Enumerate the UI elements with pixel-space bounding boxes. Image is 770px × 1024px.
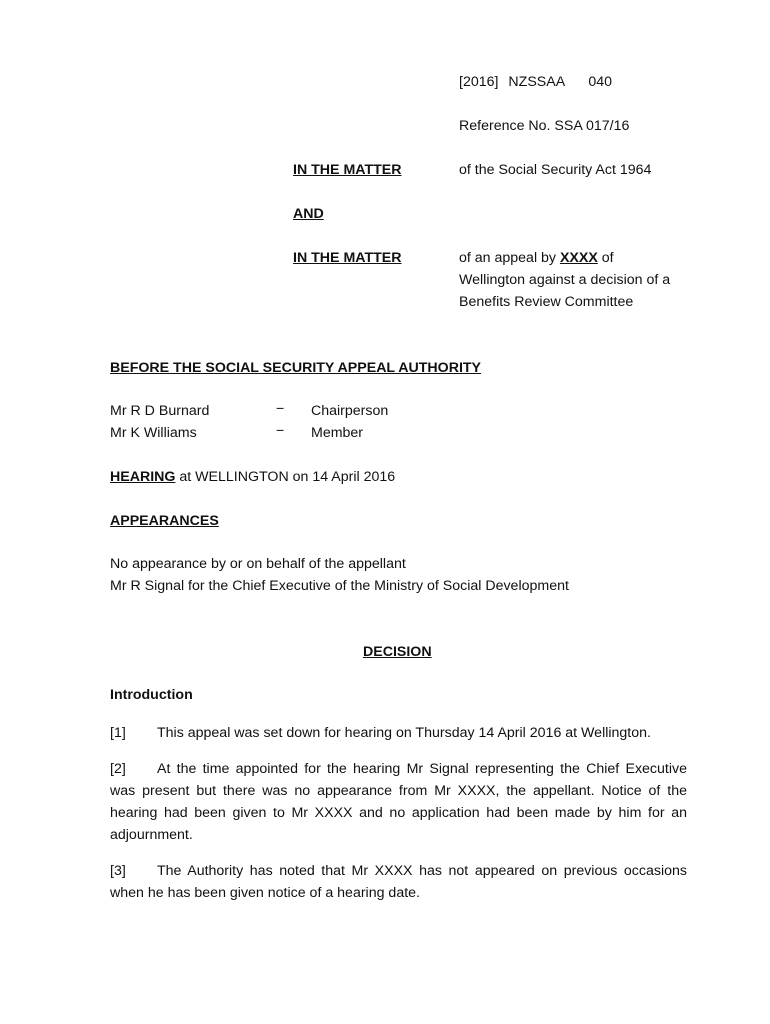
appearance-line: Mr R Signal for the Chief Executive of the Ministry of Social Development: [110, 578, 569, 594]
paragraph-number: [3]: [110, 863, 126, 879]
hearing-text: at WELLINGTON on 14 April 2016: [175, 469, 396, 485]
appellant-name: XXXX: [559, 250, 598, 266]
paragraph-text: The Authority has noted that Mr XXXX has not appeared on previous occasions when he has been given notice of a hearing date.: [110, 863, 687, 901]
paragraph-number: [2]: [110, 761, 126, 777]
introduction-heading: Introduction: [110, 687, 193, 703]
matter1-label: IN THE MATTER: [293, 162, 402, 178]
citation-year: [2016]: [459, 74, 499, 90]
matter2-line1-prefix: of an appeal by: [459, 250, 560, 266]
matter1-text: of the Social Security Act 1964: [459, 162, 652, 178]
authority-heading: BEFORE THE SOCIAL SECURITY APPEAL AUTHORITY: [110, 360, 482, 376]
citation-line: [459, 74, 612, 90]
matter2-line2: Wellington against a decision of a: [459, 272, 671, 288]
and-label: AND: [293, 206, 324, 222]
citation-series: NZSSAA: [508, 74, 565, 90]
member-name: Mr K Williams: [110, 425, 197, 441]
matter2-line3: Benefits Review Committee: [459, 294, 634, 310]
citation-number: 040: [588, 74, 613, 90]
paragraph-number: [1]: [110, 725, 126, 741]
member-role: Member: [311, 425, 364, 441]
member-role: Chairperson: [311, 403, 389, 419]
paragraph: [110, 860, 687, 904]
matter2-line1: [459, 250, 614, 266]
appearance-line: No appearance by or on behalf of the appellant: [110, 556, 406, 572]
paragraph-text: At the time appointed for the hearing Mr Signal representing the Chief Executive was present but there was no appearance from Mr XXXX, the appellant. Notice of the hearing had been given to Mr XXXX and no application had been made by him for an adjournment.: [110, 761, 687, 843]
matter2-label: IN THE MATTER: [293, 250, 402, 266]
member-dash: −: [276, 423, 285, 439]
member-dash: −: [276, 401, 285, 417]
reference-number: Reference No. SSA 017/16: [459, 118, 630, 134]
matter2-line1-suffix: of: [597, 250, 614, 266]
decision-heading: DECISION: [363, 644, 432, 660]
appearances-heading: APPEARANCES: [110, 513, 219, 529]
paragraph-text: This appeal was set down for hearing on Thursday 14 April 2016 at Wellington.: [157, 725, 651, 741]
hearing-label: HEARING: [110, 469, 176, 485]
paragraph: [110, 722, 687, 744]
member-name: Mr R D Burnard: [110, 403, 210, 419]
hearing-line: [110, 469, 395, 485]
paragraph: [110, 758, 687, 846]
